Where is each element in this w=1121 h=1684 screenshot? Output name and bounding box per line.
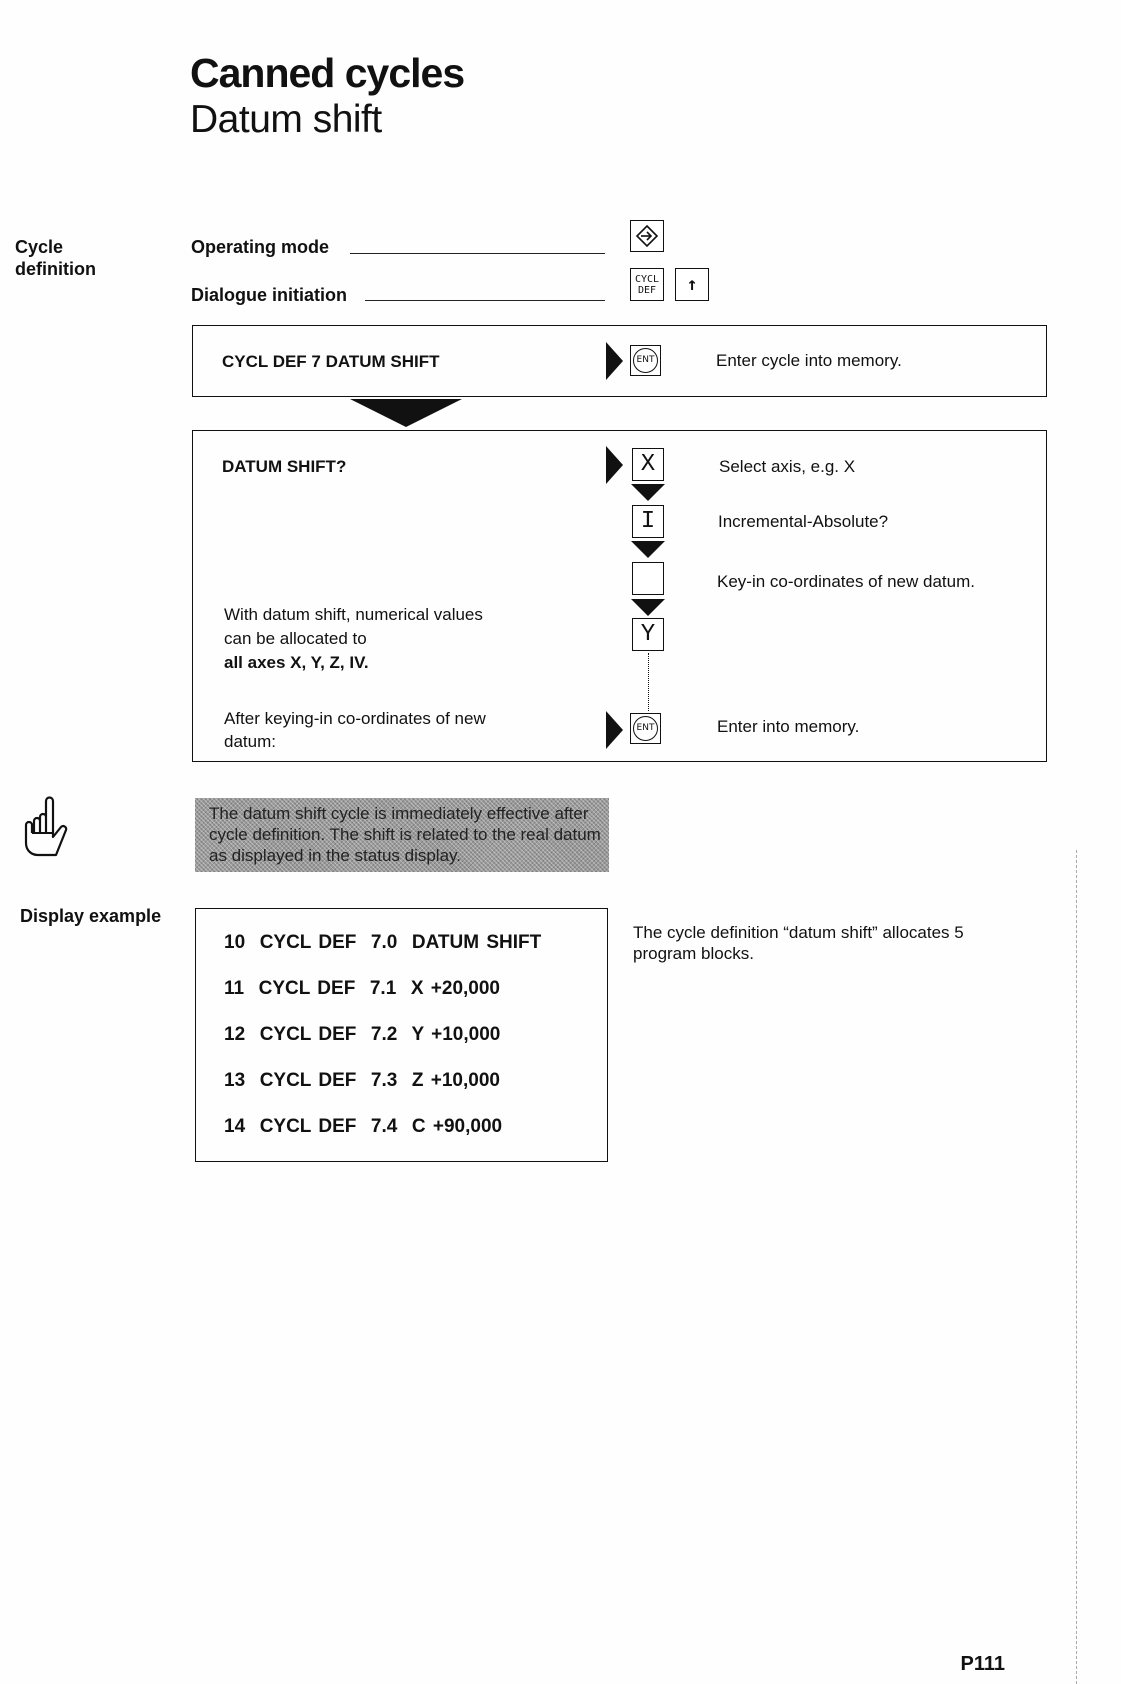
- operating-mode-label: Operating mode: [191, 237, 330, 257]
- step1-description: Enter cycle into memory.: [716, 351, 902, 370]
- program-line: 11 CYCL DEF 7.1 X +20,000: [224, 978, 500, 999]
- dialogue-initiation-label: Dialogue initiation: [191, 285, 347, 305]
- flow-down-arrow-icon: [350, 399, 462, 427]
- program-line: 14 CYCL DEF 7.4 C +90,000: [224, 1116, 503, 1137]
- arrow-up-key[interactable]: ↑: [675, 268, 709, 301]
- program-line: 12 CYCL DEF 7.2 Y +10,000: [224, 1024, 501, 1045]
- ent-key-label: ENT: [633, 716, 658, 741]
- step1-prompt: CYCL DEF 7 DATUM SHIFT: [222, 352, 440, 371]
- page-number: P111: [960, 1653, 1005, 1675]
- display-example-caption: The cycle definition “datum shift” allocates 5 program blocks.: [633, 923, 964, 963]
- play-arrow-icon: [606, 342, 623, 380]
- desc-incremental-absolute: Incremental-Absolute?: [718, 512, 889, 531]
- play-arrow-icon: [606, 711, 623, 749]
- x-axis-key[interactable]: X: [632, 448, 664, 481]
- ent-key[interactable]: [630, 713, 661, 744]
- program-line: 13 CYCL DEF 7.3 Z +10,000: [224, 1070, 500, 1091]
- leader-line: [350, 253, 605, 254]
- info-bold-text: all axes X, Y, Z, IV.: [224, 653, 369, 672]
- ent-key[interactable]: [630, 345, 661, 376]
- program-store-edit-icon: [635, 224, 659, 248]
- section-label-cycle-definition: Cycle definition: [15, 237, 96, 279]
- page-subtitle: Datum shift: [190, 98, 382, 141]
- desc-key-in-coordinates: Key-in co-ordinates of new datum.: [717, 572, 975, 591]
- continuation-dotted-line: [648, 653, 649, 711]
- desc-enter-memory: Enter into memory.: [717, 717, 860, 736]
- program-line: 10 CYCL DEF 7.0 DATUM SHIFT: [224, 932, 542, 953]
- down-arrow-icon: [631, 599, 665, 616]
- desc-select-axis: Select axis, e.g. X: [719, 457, 856, 476]
- y-axis-key[interactable]: Y: [632, 618, 664, 651]
- leader-line: [365, 300, 605, 301]
- after-keying-text: After keying-in co-ordinates of new datum:: [224, 709, 486, 751]
- datum-shift-info: [224, 603, 494, 675]
- page-edge-line: [1076, 850, 1077, 1684]
- page-title: Canned cycles: [190, 50, 465, 96]
- incremental-key[interactable]: I: [632, 505, 664, 538]
- ent-key-label: ENT: [633, 348, 658, 373]
- step2-prompt: DATUM SHIFT?: [222, 457, 347, 476]
- numeric-entry-key[interactable]: [632, 562, 664, 595]
- note-highlight: The datum shift cycle is immediately effective after cycle definition. The shift is related to the real datum as displayed in the status display.: [195, 798, 609, 872]
- section-label-display-example: Display example: [20, 906, 162, 926]
- down-arrow-icon: [631, 484, 665, 501]
- program-store-edit-key[interactable]: [630, 220, 664, 252]
- cycl-def-key[interactable]: CYCL DEF: [630, 268, 664, 301]
- down-arrow-icon: [631, 541, 665, 558]
- play-arrow-icon: [606, 446, 623, 484]
- pointing-hand-icon: [18, 793, 76, 873]
- info-text: With datum shift, numerical values can be allocated to: [224, 605, 483, 648]
